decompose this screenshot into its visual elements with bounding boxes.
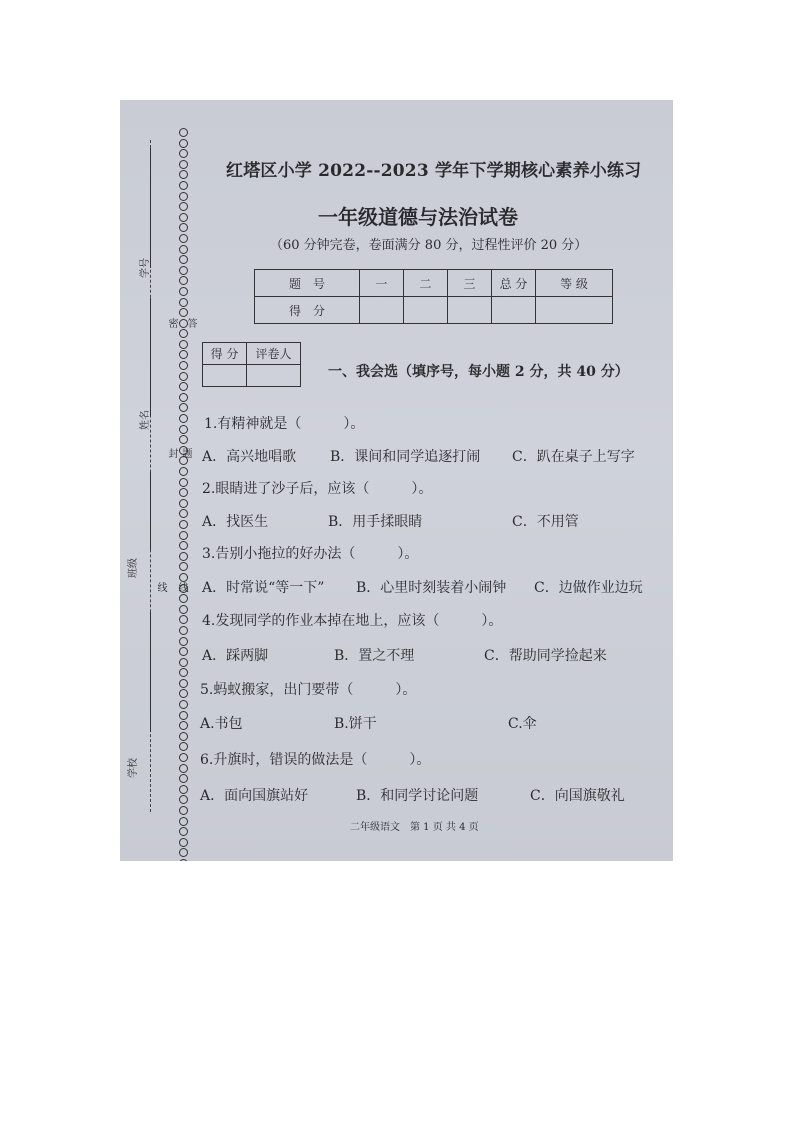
binding-circle [179, 255, 188, 264]
section-heading: 一、我会选（填序号，每小题 2 分，共 40 分） [328, 364, 629, 380]
binding-circle [179, 647, 188, 656]
binding-circle [179, 340, 188, 349]
binding-circle [179, 499, 188, 508]
binding-circle [179, 520, 188, 529]
grader-table [202, 342, 301, 387]
binding-circle [179, 742, 188, 751]
q6-option-b: B．和同学讨论问题 [356, 788, 479, 804]
binding-circle [179, 234, 188, 243]
seal-char: 封 [166, 448, 177, 458]
binding-circle [179, 838, 188, 847]
exam-subtitle: 一年级道德与法治试卷 [318, 205, 518, 229]
score-table-header-row [255, 270, 613, 297]
binding-circle [179, 223, 188, 232]
question-2: 2.眼睛进了沙子后，应该（ ）。 [202, 481, 433, 497]
binding-circle [179, 160, 188, 169]
question-4: 4.发现同学的作业本掉在地上，应该（ ）。 [202, 613, 503, 629]
binding-circle [179, 721, 188, 730]
binding-circle [179, 393, 188, 402]
binding-circle [179, 700, 188, 709]
grader-header-cell: 得 分 [203, 343, 247, 365]
binding-circle [179, 361, 188, 370]
binding-circle [179, 298, 188, 307]
binding-circle [179, 425, 188, 434]
binding-circle [179, 329, 188, 338]
q1-option-b: B．课间和同学追逐打闹 [330, 449, 481, 465]
score-header-cell: 三 [448, 270, 492, 297]
question-5: 5.蚂蚁搬家，出门要带（ ）。 [200, 682, 417, 698]
score-header-cell: 等 级 [536, 270, 613, 297]
q6-option-c: C．向国旗敬礼 [530, 788, 625, 804]
binding-circle [179, 276, 188, 285]
grader-table-header-row [203, 343, 301, 365]
binding-circle [179, 615, 188, 624]
binding-circle [179, 668, 188, 677]
binding-circle [179, 213, 188, 222]
binding-circle [179, 562, 188, 571]
grader-cell [247, 365, 301, 387]
score-cell [360, 297, 404, 324]
binding-circle [179, 817, 188, 826]
binding-circle [179, 732, 188, 741]
q2-option-c: C．不用管 [512, 514, 579, 530]
name-underline [150, 298, 151, 416]
binding-circle [179, 181, 188, 190]
student-no-label: 学号 [140, 258, 151, 278]
binding-circle [179, 658, 188, 667]
binding-circle [179, 149, 188, 158]
q3-option-c: C．边做作业边玩 [534, 580, 643, 596]
binding-circle [179, 795, 188, 804]
binding-circle [179, 128, 188, 137]
student-no-underline [150, 148, 151, 268]
seal-char: 线 [176, 582, 187, 592]
q5-option-b: B.饼干 [334, 716, 377, 732]
binding-circle [179, 509, 188, 518]
question-6: 6.升旗时，错误的做法是（ ）。 [200, 752, 431, 768]
binding-circle [179, 605, 188, 614]
score-cell [404, 297, 448, 324]
binding-circle [179, 594, 188, 603]
q6-option-a: A．面向国旗站好 [200, 788, 309, 804]
score-table-row [255, 297, 613, 324]
score-header-cell: 一 [360, 270, 404, 297]
binding-circle [179, 435, 188, 444]
q5-option-c: C.伞 [508, 716, 537, 732]
page-footer: 二年级语文 第 1 页 共 4 页 [350, 822, 479, 833]
score-cell [492, 297, 536, 324]
q4-option-c: C．帮助同学捡起来 [484, 648, 607, 664]
binding-circle [179, 711, 188, 720]
binding-circle [179, 403, 188, 412]
exam-title: 红塔区小学 2022--2023 学年下学期核心素养小练习 [226, 161, 642, 181]
school-label: 学校 [128, 758, 139, 778]
seal-char: 题 [180, 448, 191, 458]
school-underline [150, 612, 151, 732]
grader-table-row [203, 365, 301, 387]
binding-circle [179, 573, 188, 582]
binding-circle [179, 382, 188, 391]
binding-circle [179, 350, 188, 359]
seal-char: 密 [166, 318, 177, 328]
q5-option-a: A.书包 [200, 716, 243, 732]
class-underline [150, 472, 151, 550]
binding-circle [179, 806, 188, 815]
exam-paper-photo [120, 100, 673, 861]
binding-circle [179, 372, 188, 381]
binding-circle [179, 308, 188, 317]
binding-circle [179, 467, 188, 476]
binding-circle [179, 139, 188, 148]
q1-option-a: A．高兴地唱歌 [202, 449, 297, 465]
exam-note: （60 分钟完卷，卷面满分 80 分，过程性评价 20 分） [270, 238, 588, 253]
score-row-label: 得 分 [255, 297, 360, 324]
binding-circle [179, 764, 188, 773]
seal-char: 线 [155, 582, 166, 592]
binding-circle [179, 859, 188, 861]
binding-circle-column [178, 128, 190, 861]
binding-circle [179, 541, 188, 550]
binding-circle [179, 753, 188, 762]
score-table [254, 269, 613, 324]
q3-option-b: B．心里时刻装着小闹钟 [356, 580, 507, 596]
binding-circle [179, 689, 188, 698]
binding-circle [179, 552, 188, 561]
binding-circle [179, 245, 188, 254]
q1-option-c: C．趴在桌子上写字 [512, 449, 635, 465]
binding-circle [179, 827, 188, 836]
binding-circle [179, 637, 188, 646]
binding-circle [179, 192, 188, 201]
binding-circle [179, 774, 188, 783]
binding-circle [179, 202, 188, 211]
grader-cell [203, 365, 247, 387]
binding-circle [179, 626, 188, 635]
score-header-cell: 二 [404, 270, 448, 297]
question-3: 3.告别小拖拉的好办法（ ）。 [202, 546, 419, 562]
q2-option-a: A．找医生 [202, 514, 269, 530]
binding-circle [179, 478, 188, 487]
class-label: 班级 [128, 558, 139, 578]
q3-option-a: A．时常说“等一下” [202, 580, 325, 596]
binding-circle [179, 266, 188, 275]
score-header-cell: 题 号 [255, 270, 360, 297]
binding-circle [179, 848, 188, 857]
binding-circle [179, 785, 188, 794]
grader-header-cell: 评卷人 [247, 343, 301, 365]
binding-circle [179, 488, 188, 497]
question-1: 1.有精神就是（ ）。 [204, 416, 365, 432]
binding-circle [179, 531, 188, 540]
name-label: 姓名 [140, 410, 151, 430]
score-cell [536, 297, 613, 324]
binding-circle [179, 287, 188, 296]
binding-circle [179, 679, 188, 688]
score-cell [448, 297, 492, 324]
q2-option-b: B．用手揉眼睛 [328, 514, 423, 530]
q4-option-b: B．置之不理 [334, 648, 415, 664]
q4-option-a: A．踩两脚 [202, 648, 269, 664]
binding-circle [179, 170, 188, 179]
score-header-cell: 总 分 [492, 270, 536, 297]
seal-char: 答 [185, 318, 196, 328]
binding-circle [179, 414, 188, 423]
